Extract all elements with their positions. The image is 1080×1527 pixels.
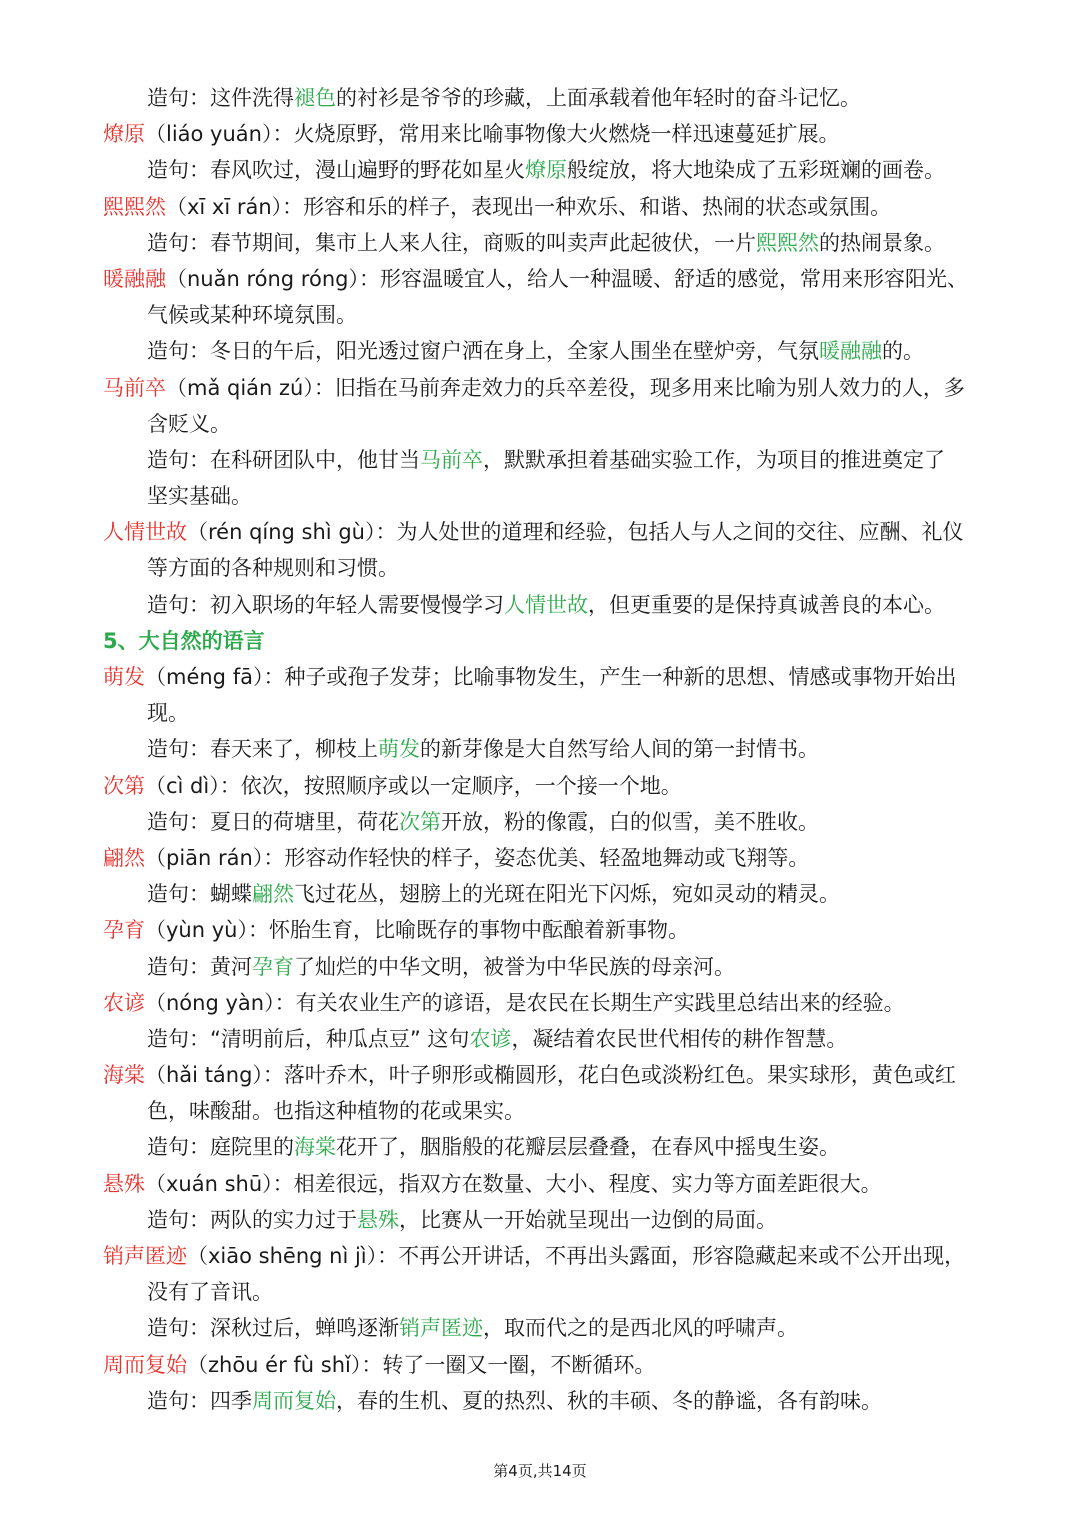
term-word: 销声匿迹 bbox=[103, 1244, 187, 1268]
term-word: 暖融融 bbox=[103, 266, 166, 291]
text-segment: 造句：两队的实力过于 bbox=[147, 1207, 357, 1232]
highlighted-term: 马前卒 bbox=[420, 447, 483, 472]
example-sentence bbox=[0, 804, 1080, 840]
text-segment: 等方面的各种规则和习惯。 bbox=[147, 556, 399, 581]
term-definition bbox=[0, 985, 1080, 1021]
text-segment: （nuǎn róng róng）：形容温暖宜人，给人一种温暖、舒适的感觉，常用来形容阳光、 bbox=[166, 266, 968, 291]
example-sentence bbox=[0, 225, 1080, 261]
example-sentence bbox=[0, 1021, 1080, 1057]
term-word: 熙熙然 bbox=[103, 194, 166, 219]
definition-continuation bbox=[0, 1274, 1080, 1310]
text-segment: （rén qíng shì gù）：为人处世的道理和经验，包括人与人之间的交往、应酬、礼仪 bbox=[187, 520, 964, 545]
definition-continuation bbox=[0, 297, 1080, 333]
text-segment: 的。 bbox=[882, 339, 924, 364]
text-segment: 的新芽像是大自然写给人间的第一封情书。 bbox=[420, 737, 819, 762]
term-definition bbox=[0, 1347, 1080, 1383]
text-segment: 造句：四季 bbox=[147, 1388, 252, 1413]
example-sentence bbox=[0, 80, 1080, 116]
text-segment: （piān rán）：形容动作轻快的样子，姿态优美、轻盈地舞动或飞翔等。 bbox=[145, 845, 810, 870]
highlighted-term: 周而复始 bbox=[252, 1388, 336, 1413]
text-segment: （xī xī rán）：形容和乐的样子，表现出一种欢乐、和谐、热闹的状态或氛围。 bbox=[166, 194, 892, 219]
example-sentence bbox=[0, 876, 1080, 912]
term-word: 马前卒 bbox=[103, 375, 166, 400]
example-sentence bbox=[0, 442, 1080, 478]
text-segment: 了灿烂的中华文明，被誉为中华民族的母亲河。 bbox=[294, 954, 735, 979]
text-segment: 色，味酸甜。也指这种植物的花或果实。 bbox=[147, 1099, 525, 1124]
text-segment: （xuán shū）：相差很远，指双方在数量、大小、程度、实力等方面差距很大。 bbox=[145, 1171, 882, 1196]
term-definition bbox=[0, 261, 1080, 297]
text-segment: 造句：黄河 bbox=[147, 954, 252, 979]
definition-continuation bbox=[0, 406, 1080, 442]
definition-continuation bbox=[0, 1093, 1080, 1129]
text-segment: 造句：夏日的荷塘里，荷花 bbox=[147, 809, 399, 834]
term-word: 农谚 bbox=[103, 990, 145, 1015]
highlighted-term: 悬殊 bbox=[357, 1207, 399, 1232]
term-definition bbox=[0, 116, 1080, 152]
highlighted-term: 熙熙然 bbox=[756, 230, 819, 255]
text-segment: 坚实基础。 bbox=[147, 484, 252, 509]
term-word: 萌发 bbox=[103, 665, 145, 689]
text-segment: 造句：庭院里的 bbox=[147, 1135, 294, 1160]
text-segment: （yùn yù）：怀胎生育，比喻既存的事物中酝酿着新事物。 bbox=[145, 918, 689, 943]
highlighted-term: 次第 bbox=[399, 809, 441, 834]
text-segment: （nóng yàn）：有关农业生产的谚语，是农民在长期生产实践里总结出来的经验。 bbox=[145, 990, 905, 1015]
text-segment: 般绽放，将大地染成了五彩斑斓的画卷。 bbox=[567, 158, 945, 183]
page-number: 第4页,共14页 bbox=[493, 1462, 587, 1480]
term-definition bbox=[0, 768, 1080, 804]
text-segment: （xiāo shēng nì jì）：不再公开讲话，不再出头露面，形容隐藏起来或不公开出现， bbox=[187, 1244, 966, 1268]
example-continuation bbox=[0, 478, 1080, 514]
example-sentence bbox=[0, 587, 1080, 623]
text-segment: （méng fā）：种子或孢子发芽；比喻事物发生，产生一种新的思想、情感或事物开始出 bbox=[145, 665, 957, 689]
section-heading bbox=[0, 623, 1080, 659]
term-definition bbox=[0, 840, 1080, 876]
highlighted-term: 销声匿迹 bbox=[399, 1316, 483, 1341]
text-segment: ，默默承担着基础实验工作，为项目的推进奠定了 bbox=[483, 447, 945, 472]
example-sentence bbox=[0, 731, 1080, 767]
text-segment: （zhōu ér fù shǐ）：转了一圈又一圈，不断循环。 bbox=[187, 1352, 656, 1377]
highlighted-term: 暖融融 bbox=[819, 339, 882, 364]
term-word: 人情世故 bbox=[103, 520, 187, 545]
highlighted-term: 人情世故 bbox=[504, 592, 588, 617]
document-page bbox=[0, 80, 1080, 1419]
text-segment: 造句：在科研团队中，他甘当 bbox=[147, 447, 420, 472]
definition-continuation bbox=[0, 550, 1080, 586]
term-definition bbox=[0, 1238, 1080, 1274]
term-definition bbox=[0, 912, 1080, 948]
highlighted-term: 燎原 bbox=[525, 158, 567, 183]
term-definition bbox=[0, 370, 1080, 406]
highlighted-term: 农谚 bbox=[469, 1026, 512, 1051]
term-definition bbox=[0, 659, 1080, 695]
text-segment: （hǎi táng）：落叶乔木，叶子卵形或椭圆形，花白色或淡粉红色。果实球形，黄色或红 bbox=[145, 1063, 956, 1088]
example-sentence bbox=[0, 1310, 1080, 1346]
text-segment: 造句：蝴蝶 bbox=[147, 882, 252, 907]
text-segment: 造句：春天来了，柳枝上 bbox=[147, 737, 378, 762]
text-segment: ，春的生机、夏的热烈、秋的丰硕、冬的静谧，各有韵味。 bbox=[336, 1388, 882, 1413]
text-segment: 5、大自然的语言 bbox=[103, 628, 265, 653]
highlighted-term: 翩然 bbox=[252, 882, 294, 907]
text-segment: 含贬义。 bbox=[147, 411, 231, 436]
text-segment: 开放，粉的像霞，白的似雪，美不胜收。 bbox=[441, 809, 819, 834]
example-sentence bbox=[0, 152, 1080, 188]
highlighted-term: 孕育 bbox=[252, 954, 294, 979]
text-segment: ，凝结着农民世代相传的耕作智慧。 bbox=[511, 1026, 848, 1051]
text-segment: ，比赛从一开始就呈现出一边倒的局面。 bbox=[399, 1207, 777, 1232]
term-word: 次第 bbox=[103, 773, 145, 798]
example-sentence bbox=[0, 1129, 1080, 1165]
text-segment: ，取而代之的是西北风的呼啸声。 bbox=[483, 1316, 798, 1341]
text-segment: （liáo yuán）：火烧原野，常用来比喻事物像大火燃烧一样迅速蔓延扩展。 bbox=[145, 122, 840, 147]
term-definition bbox=[0, 1166, 1080, 1202]
example-sentence bbox=[0, 949, 1080, 985]
example-sentence bbox=[0, 333, 1080, 369]
term-word: 翩然 bbox=[103, 845, 145, 870]
text-segment: 造句：春节期间，集市上人来人往，商贩的叫卖声此起彼伏，一片 bbox=[147, 230, 756, 255]
example-sentence bbox=[0, 1202, 1080, 1238]
term-word: 燎原 bbox=[103, 122, 145, 147]
example-sentence bbox=[0, 1383, 1080, 1419]
text-segment: 气候或某种环境氛围。 bbox=[147, 303, 357, 328]
text-segment: 飞过花丛，翅膀上的光斑在阳光下闪烁，宛如灵动的精灵。 bbox=[294, 882, 840, 907]
term-word: 海棠 bbox=[103, 1063, 145, 1088]
term-definition bbox=[0, 514, 1080, 550]
text-segment: 的热闹景象。 bbox=[819, 230, 945, 255]
text-segment: 花开了，胭脂般的花瓣层层叠叠，在春风中摇曳生姿。 bbox=[336, 1135, 840, 1160]
highlighted-term: 褪色 bbox=[294, 86, 336, 110]
text-segment: 造句：初入职场的年轻人需要慢慢学习 bbox=[147, 592, 504, 617]
highlighted-term: 萌发 bbox=[378, 737, 420, 762]
term-word: 悬殊 bbox=[103, 1171, 145, 1196]
text-segment: （mǎ qián zú）：旧指在马前奔走效力的兵卒差役，现多用来比喻为别人效力的人，多 bbox=[166, 375, 965, 400]
text-segment: （cì dì）：依次，按照顺序或以一定顺序，一个接一个地。 bbox=[145, 773, 682, 798]
term-definition bbox=[0, 189, 1080, 225]
text-segment: 造句：冬日的午后，阳光透过窗户洒在身上，全家人围坐在壁炉旁，气氛 bbox=[147, 339, 819, 364]
highlighted-term: 海棠 bbox=[294, 1135, 336, 1160]
definition-continuation bbox=[0, 695, 1080, 731]
text-segment: 现。 bbox=[147, 701, 189, 726]
text-segment: 造句：春风吹过，漫山遍野的野花如星火 bbox=[147, 158, 525, 183]
text-segment: 造句：深秋过后，蝉鸣逐渐 bbox=[147, 1316, 399, 1341]
text-segment: 造句：“清明前后，种瓜点豆” 这句 bbox=[147, 1026, 470, 1051]
term-word: 孕育 bbox=[103, 918, 145, 943]
text-segment: 造句：这件洗得 bbox=[147, 86, 294, 110]
text-segment: 没有了音讯。 bbox=[147, 1280, 273, 1305]
text-segment: ，但更重要的是保持真诚善良的本心。 bbox=[588, 592, 945, 617]
term-definition bbox=[0, 1057, 1080, 1093]
term-word: 周而复始 bbox=[103, 1352, 187, 1377]
text-segment: 的衬衫是爷爷的珍藏，上面承载着他年轻时的奋斗记忆。 bbox=[336, 86, 861, 110]
